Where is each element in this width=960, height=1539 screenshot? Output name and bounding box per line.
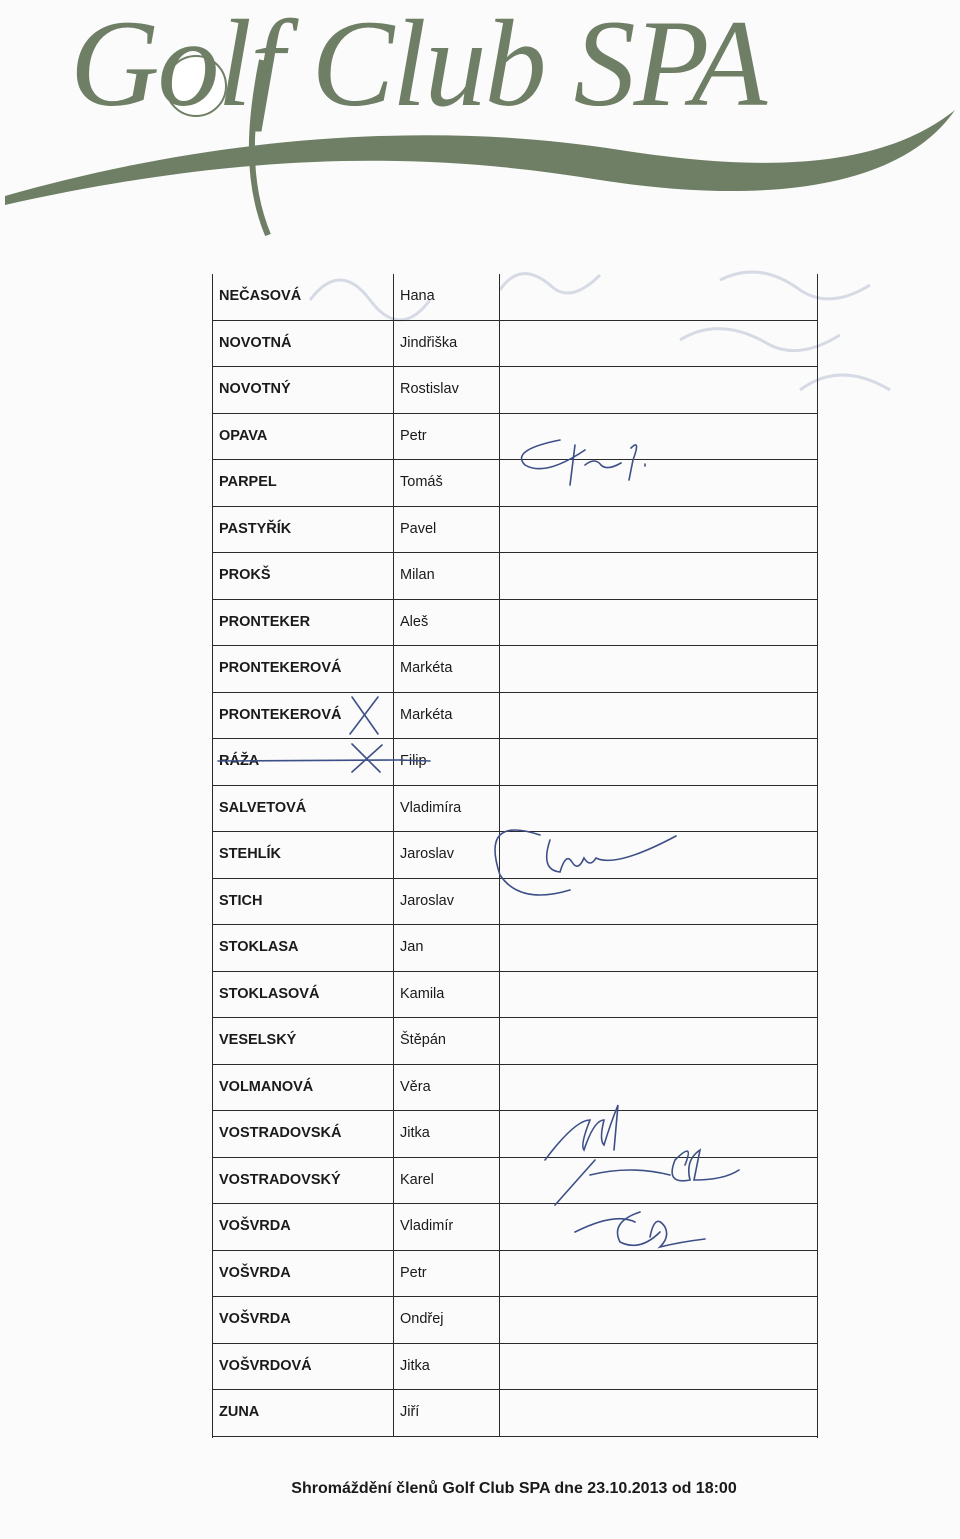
member-surname: VOSTRADOVSKÁ — [219, 1125, 342, 1141]
column-divider — [393, 321, 394, 367]
table-row — [213, 367, 817, 414]
member-first-name: Vladimíra — [400, 799, 462, 816]
signature-cell — [500, 925, 817, 971]
member-first-name: Markéta — [400, 660, 453, 676]
signature-cell — [500, 832, 817, 878]
member-surname: NOVOTNÝ — [219, 381, 291, 397]
table-row — [213, 553, 817, 600]
member-first-name: Ondřej — [400, 1311, 444, 1327]
attendance-table — [212, 274, 818, 1438]
column-divider — [393, 367, 394, 413]
table-row — [213, 1390, 817, 1437]
table-row — [213, 1065, 817, 1112]
signature-cell — [500, 1390, 817, 1436]
table-row — [213, 1204, 817, 1251]
member-surname: PARPEL — [219, 474, 277, 490]
member-first-name: Jindřiška — [400, 334, 458, 351]
member-first-name: Rostislav — [400, 381, 459, 397]
column-divider — [393, 460, 394, 506]
member-first-name: Jaroslav — [400, 892, 454, 909]
member-surname: VOŠVRDA — [219, 1218, 291, 1234]
member-surname: RÁŽA — [219, 753, 260, 769]
column-divider — [393, 1297, 394, 1343]
table-row — [213, 786, 817, 833]
table-row — [213, 507, 817, 554]
member-surname: VOSTRADOVSKÝ — [219, 1171, 341, 1188]
member-first-name: Tomáš — [400, 474, 443, 490]
member-surname: VESELSKÝ — [219, 1032, 297, 1048]
member-surname: PROKŠ — [219, 567, 271, 583]
column-divider — [393, 414, 394, 460]
member-first-name: Aleš — [400, 613, 429, 630]
table-row — [213, 972, 817, 1019]
signature-cell — [500, 646, 817, 692]
signature-cell — [500, 1344, 817, 1390]
signature-cell — [500, 507, 817, 553]
table-row — [213, 1111, 817, 1158]
column-divider — [393, 553, 394, 599]
column-divider — [393, 693, 394, 739]
table-row — [213, 925, 817, 972]
signature-cell — [500, 367, 817, 413]
column-divider — [393, 646, 394, 692]
member-first-name: Milan — [400, 567, 435, 583]
column-divider — [393, 879, 394, 925]
signature-cell — [500, 972, 817, 1018]
member-first-name: Hana — [400, 288, 435, 304]
signature-cell — [500, 553, 817, 599]
table-row — [213, 832, 817, 879]
table-row — [213, 1344, 817, 1391]
member-surname: VOLMANOVÁ — [219, 1078, 314, 1095]
column-divider — [393, 507, 394, 553]
signature-cell — [500, 786, 817, 832]
member-surname: ZUNA — [219, 1404, 260, 1420]
member-first-name: Jaroslav — [400, 846, 454, 862]
table-row — [213, 1158, 817, 1205]
table-row — [213, 739, 817, 786]
table-row — [213, 414, 817, 461]
table-row — [213, 1297, 817, 1344]
member-first-name: Petr — [400, 427, 427, 444]
table-row — [213, 693, 817, 740]
signature-cell — [500, 414, 817, 460]
member-first-name: Vladimír — [400, 1218, 454, 1234]
member-surname: OPAVA — [219, 427, 268, 444]
column-divider — [393, 1065, 394, 1111]
member-surname: STEHLÍK — [219, 846, 282, 862]
signature-cell — [500, 693, 817, 739]
column-divider — [393, 600, 394, 646]
signature-cell — [500, 1018, 817, 1064]
table-row — [213, 460, 817, 507]
member-first-name: Jitka — [400, 1125, 430, 1141]
column-divider — [393, 274, 394, 320]
signature-cell — [500, 600, 817, 646]
logo-wordmark: Golf Club SPA — [70, 0, 766, 132]
member-surname: STOKLASOVÁ — [219, 985, 320, 1002]
member-first-name: Filip — [400, 753, 427, 769]
column-divider — [393, 1204, 394, 1250]
signature-cell — [500, 1204, 817, 1250]
member-first-name: Věra — [400, 1078, 431, 1095]
table-row — [213, 1251, 817, 1298]
signature-cell — [500, 1297, 817, 1343]
logo — [0, 0, 960, 240]
member-first-name: Markéta — [400, 706, 453, 723]
signature-cell — [500, 1111, 817, 1157]
signature-cell — [500, 739, 817, 785]
table-row — [213, 879, 817, 926]
column-divider — [393, 1158, 394, 1204]
signature-cell — [500, 1065, 817, 1111]
column-divider — [393, 832, 394, 878]
member-surname: STICH — [219, 892, 263, 909]
member-first-name: Karel — [400, 1171, 434, 1188]
member-first-name: Štěpán — [400, 1032, 446, 1048]
column-divider — [393, 1344, 394, 1390]
member-surname: VOŠVRDOVÁ — [219, 1357, 312, 1374]
member-surname: NOVOTNÁ — [219, 334, 292, 351]
member-first-name: Pavel — [400, 520, 437, 537]
signature-cell — [500, 321, 817, 367]
member-surname: PRONTEKER — [219, 613, 311, 630]
column-divider — [393, 1390, 394, 1436]
member-surname: PRONTEKEROVÁ — [219, 706, 342, 723]
column-divider — [393, 1018, 394, 1064]
signature-cell — [500, 1251, 817, 1297]
member-first-name: Jitka — [400, 1357, 430, 1374]
column-divider — [393, 786, 394, 832]
member-surname: VOŠVRDA — [219, 1264, 291, 1281]
member-surname: PASTYŘÍK — [219, 520, 292, 537]
signature-cell — [500, 274, 817, 320]
table-row — [213, 1018, 817, 1065]
column-divider — [393, 925, 394, 971]
member-surname: NEČASOVÁ — [219, 288, 302, 304]
column-divider — [393, 1251, 394, 1297]
member-surname: PRONTEKEROVÁ — [219, 660, 342, 676]
signature-cell — [500, 460, 817, 506]
footer-caption: Shromáždění členů Golf Club SPA dne 23.10.2013 od 18:00 — [291, 1480, 737, 1497]
member-first-name: Jan — [400, 939, 424, 955]
table-row — [213, 646, 817, 693]
column-divider — [393, 739, 394, 785]
signature-cell — [500, 1158, 817, 1204]
member-surname: VOŠVRDA — [219, 1311, 291, 1327]
member-first-name: Petr — [400, 1264, 427, 1281]
table-row — [213, 274, 817, 321]
member-first-name: Jiří — [400, 1404, 420, 1420]
signature-cell — [500, 879, 817, 925]
table-row — [213, 321, 817, 368]
member-surname: STOKLASA — [219, 939, 299, 955]
table-row — [213, 600, 817, 647]
member-first-name: Kamila — [400, 985, 445, 1002]
column-divider — [393, 1111, 394, 1157]
member-surname: SALVETOVÁ — [219, 799, 307, 816]
column-divider — [393, 972, 394, 1018]
